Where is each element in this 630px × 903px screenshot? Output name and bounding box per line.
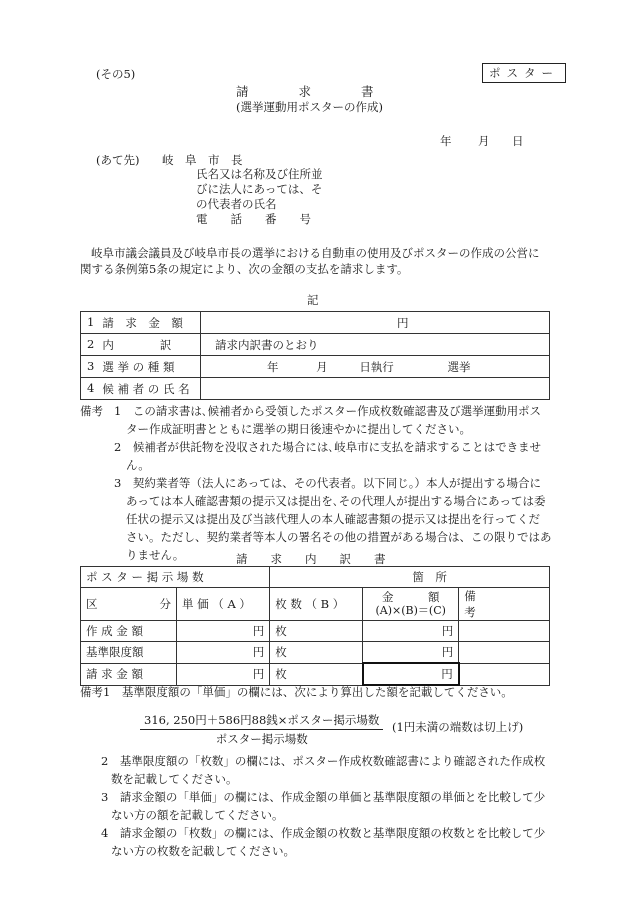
election-label: 選挙 xyxy=(447,359,471,374)
detail-table xyxy=(80,566,550,686)
remark-3-line-4: さい。ただし、契約業者等本人の署名その他の措置がある場合は、この限りではあ xyxy=(126,530,552,544)
remarks-label: 備 考 xyxy=(464,589,534,619)
header-count xyxy=(270,588,363,621)
date-month: 月 xyxy=(478,134,490,148)
election-type-value[interactable] xyxy=(201,356,550,378)
row-label-text: 作 成 金 額 xyxy=(86,624,143,638)
row-label: 請 求 金 額 xyxy=(102,315,183,330)
count-cell[interactable] xyxy=(270,663,363,685)
yen-unit: 円 xyxy=(252,624,265,638)
amount-label-top: 金 額 xyxy=(381,590,440,604)
summary-table xyxy=(80,311,550,400)
kubun-right: 分 xyxy=(159,597,171,611)
remark-3-line-1: 3 契約業者等（法人にあっては、その代表者。以下同じ。）本人が提出する場合に xyxy=(114,476,541,490)
row-label: 選 挙 の 種 類 xyxy=(102,359,175,374)
claimant-line-2: びに法人にあっては、そ xyxy=(196,182,323,196)
row-label-text: 請 求 金 額 xyxy=(86,667,143,681)
formula xyxy=(140,712,383,747)
yen-unit: 円 xyxy=(441,645,454,659)
remark-2-line-2: ん。 xyxy=(126,458,150,472)
date-year: 年 xyxy=(440,134,452,148)
note-4-line-1: 4 請求金額の「枚数」の欄には、作成金額の枚数と基準限度額の枚数とを比較して少 xyxy=(101,826,546,840)
count-unit: 枚 xyxy=(275,645,287,660)
row-label-text: 基準限度額 xyxy=(86,645,144,660)
note-2-line-1: 2 基準限度額の「枚数」の欄には、ポスター作成枚数確認書により確認された作成枚 xyxy=(101,754,546,768)
count-unit: 枚 xyxy=(275,624,287,638)
table-row xyxy=(81,588,550,621)
page-subtitle: (選挙運動用ポスターの作成) xyxy=(236,100,383,114)
poster-sites-label: ポ ス タ ー 掲 示 場 数 xyxy=(86,570,204,584)
row-label: 内 訳 xyxy=(102,337,172,352)
table-row xyxy=(81,642,550,664)
claim-amount-cell[interactable] xyxy=(363,663,459,685)
table-row xyxy=(81,567,550,588)
candidate-name-value[interactable] xyxy=(201,378,550,400)
phone-label: 電 話 番 号 xyxy=(196,212,311,226)
table-row xyxy=(81,356,550,378)
intro-line-2: 関する条例第5条の規定により、次の金額の支払を請求します。 xyxy=(80,262,409,276)
row-number: 2 xyxy=(87,336,95,351)
date-day: 日 xyxy=(512,134,524,148)
price-label: 単 価 （ A ） xyxy=(182,597,251,611)
poster-sites-label-cell xyxy=(81,567,270,588)
yen-unit: 円 xyxy=(441,667,453,681)
row-number: 3 xyxy=(87,358,95,373)
amount-cell[interactable] xyxy=(363,642,459,664)
table-row xyxy=(81,334,550,356)
note-4-line-2: ない方の枚数を記載してください。 xyxy=(111,844,295,858)
header-remarks xyxy=(459,588,550,621)
header-amount xyxy=(363,588,459,621)
sites-unit: 箇 所 xyxy=(412,570,447,584)
yen-unit: 円 xyxy=(252,645,265,660)
kubun-left: 区 xyxy=(86,597,98,611)
poster-sites-value[interactable] xyxy=(270,567,550,588)
amount-label-bottom: (A)×(B)＝(C) xyxy=(375,604,446,617)
formula-note: (1円未満の端数は切上げ) xyxy=(392,720,524,734)
price-cell[interactable] xyxy=(177,663,270,685)
amount-cell[interactable] xyxy=(363,621,459,642)
formula-numerator: 316, 250円＋586円88銭×ポスター掲示場数 xyxy=(140,712,383,730)
price-cell[interactable] xyxy=(177,642,270,664)
breakdown-text: 請求内訳書のとおり xyxy=(215,337,319,352)
row-label: 候 補 者 の 氏 名 xyxy=(102,381,190,396)
remarks-cell[interactable] xyxy=(459,642,550,664)
note-3-line-2: ない方の額を記載してください。 xyxy=(111,808,284,822)
table-row xyxy=(81,312,550,334)
remark-1-line-2: ター作成証明書とともに選挙の期日後速やかに提出してください。 xyxy=(126,422,471,436)
count-unit: 枚 xyxy=(275,667,287,681)
claimant-line-1: 氏名又は名称及び住所並 xyxy=(196,167,323,181)
addressee-label: (あて先) xyxy=(96,153,140,167)
remark-3-line-2: あっては本人確認書類の提示又は提出を､その代理人が提出する場合にあっては委 xyxy=(126,494,546,508)
remark-3-line-5: りません。 xyxy=(126,548,185,562)
row-label xyxy=(81,621,177,642)
header-price xyxy=(177,588,270,621)
election-year: 年 xyxy=(267,359,279,374)
yen-unit: 円 xyxy=(397,315,409,330)
form-number: (その5) xyxy=(96,67,136,81)
remarks-cell[interactable] xyxy=(459,663,550,685)
note-3-line-1: 3 請求金額の「単価」の欄には、作成金額の単価と基準限度額の単価とを比較して少 xyxy=(101,790,546,804)
formula-denominator: ポスター掲示場数 xyxy=(215,732,308,746)
count-cell[interactable] xyxy=(270,642,363,664)
intro-line-1: 岐阜市議会議員及び岐阜市長の選挙における自動車の使用及びポスターの作成の公営に xyxy=(91,246,540,260)
remark-1-line-1: 1 この請求書は､候補者から受領したポスター作成枚数確認書及び選挙運動用ポス xyxy=(114,404,542,418)
row-label xyxy=(81,663,177,685)
breakdown-value xyxy=(201,334,550,356)
count-cell[interactable] xyxy=(270,621,363,642)
addressee-name: 岐 阜 市 長 xyxy=(162,153,243,167)
header-kubun xyxy=(81,588,177,621)
detail-title: 請 求 内 訳 書 xyxy=(236,552,386,566)
election-month: 月 xyxy=(316,359,328,374)
claim-amount-value[interactable] xyxy=(201,312,550,334)
remarks-head: 備考 xyxy=(80,404,103,418)
note-1: 備考1 基準限度額の「単価」の欄には、次により算出した額を記載してください。 xyxy=(80,685,513,699)
row-label xyxy=(81,642,177,664)
page-title: 請 求 書 xyxy=(236,84,374,99)
yen-unit: 円 xyxy=(252,667,265,681)
yen-unit: 円 xyxy=(441,624,454,638)
row-number: 1 xyxy=(87,314,95,329)
remarks-cell[interactable] xyxy=(459,621,550,642)
claimant-line-3: の代表者の氏名 xyxy=(196,197,277,211)
price-cell[interactable] xyxy=(177,621,270,642)
ki-mark: 記 xyxy=(307,293,319,307)
table-row xyxy=(81,663,550,685)
row-number: 4 xyxy=(87,380,95,395)
remark-3-line-3: 任状の提示又は提出及び当該代理人の本人確認書類の提示又は提出を行ってくだ xyxy=(126,512,540,526)
note-2-line-2: 数を記載してください。 xyxy=(111,772,238,786)
table-row xyxy=(81,621,550,642)
table-row xyxy=(81,378,550,400)
poster-tag: ポスター xyxy=(482,63,566,83)
remark-2-line-1: 2 候補者が供託物を没収された場合には､岐阜市に支払を請求することはできませ xyxy=(114,440,542,454)
election-day: 日執行 xyxy=(359,359,394,374)
count-label: 枚 数 （ B ） xyxy=(275,597,345,611)
